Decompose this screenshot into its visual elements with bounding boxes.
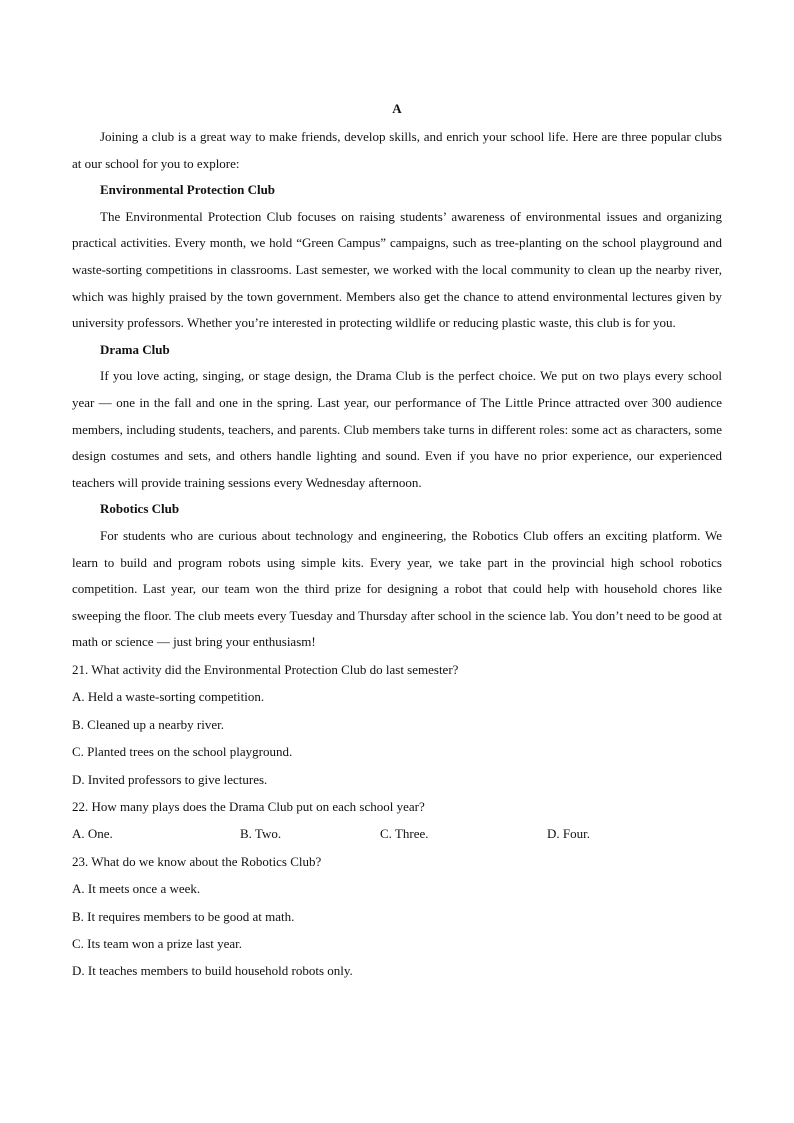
passage-label: A (392, 101, 402, 116)
question-23-option-b: B. It requires members to be good at math. (72, 908, 295, 924)
question-23-option-a: A. It meets once a week. (72, 881, 201, 897)
club-paragraph-drama: If you love acting, singing, or stage design, the Drama Club is the perfect choice. We put on two plays every school year — one in the fall and one in the spring. Last year, our performance of The Little Prince attracted over 300 audience members, including students, teachers, and parents. Club members take turns in different roles: some act as characters, some design costumes and sets, and others handle lighting and sound. Even if you have no prior experience, our experienced teachers will provide training sessions every Wednesday afternoon. (72, 368, 722, 490)
question-21-option-b: B. Cleaned up a nearby river. (72, 716, 224, 732)
question-21-stem: 21. What activity did the Environmental Protection Club do last semester? (72, 661, 459, 677)
question-21-option-a: A. Held a waste-sorting competition. (72, 689, 265, 705)
club-paragraph-robotics: For students who are curious about technology and engineering, the Robotics Club offers an exciting platform. We learn to build and program robots using simple kits. Every year, we take part in the provincial high school robotics competition. Last year, our team won the third prize for designing a robot that could help with household chores like sweeping the floor. The club meets every Tuesday and Thursday after school in the science lab. You don’t need to be good at math or science — just bring your enthusiasm! (72, 527, 722, 650)
passage-intro: Joining a club is a great way to make friends, develop skills, and enrich your school life. Here are three popular clubs at our school for you to explore: (72, 129, 722, 171)
question-22-option-d: D. Four. (547, 826, 590, 842)
question-21-option-c: C. Planted trees on the school playground. (72, 744, 293, 760)
question-22-option-c: C. Three. (380, 826, 429, 842)
club-heading-drama: Drama Club (100, 341, 170, 357)
question-23-stem: 23. What do we know about the Robotics Club? (72, 853, 322, 869)
club-heading-robotics: Robotics Club (100, 501, 180, 517)
club-heading-environmental: Environmental Protection Club (100, 182, 276, 198)
question-22-option-a: A. One. (72, 826, 113, 842)
question-23-option-c: C. Its team won a prize last year. (72, 935, 243, 951)
question-22-stem: 22. How many plays does the Drama Club put on each school year? (72, 798, 425, 814)
question-23-option-d: D. It teaches members to build household robots only. (72, 963, 353, 979)
question-22-options-row (72, 820, 722, 847)
question-21-option-d: D. Invited professors to give lectures. (72, 771, 268, 787)
club-paragraph-environmental: The Environmental Protection Club focuses on raising students’ awareness of environmental issues and organizing practical activities. Every month, we hold “Green Campus” campaigns, such as tree-planting on the school playground and waste-sorting competitions in classrooms. Last semester, we worked with the local community to clean up the nearby river, which was highly praised by the town government. Members also get the chance to attend environmental lectures given by university professors. Whether you’re interested in protecting wildlife or reducing plastic waste, this club is for you. (72, 208, 722, 331)
question-22-option-b: B. Two. (240, 826, 282, 842)
